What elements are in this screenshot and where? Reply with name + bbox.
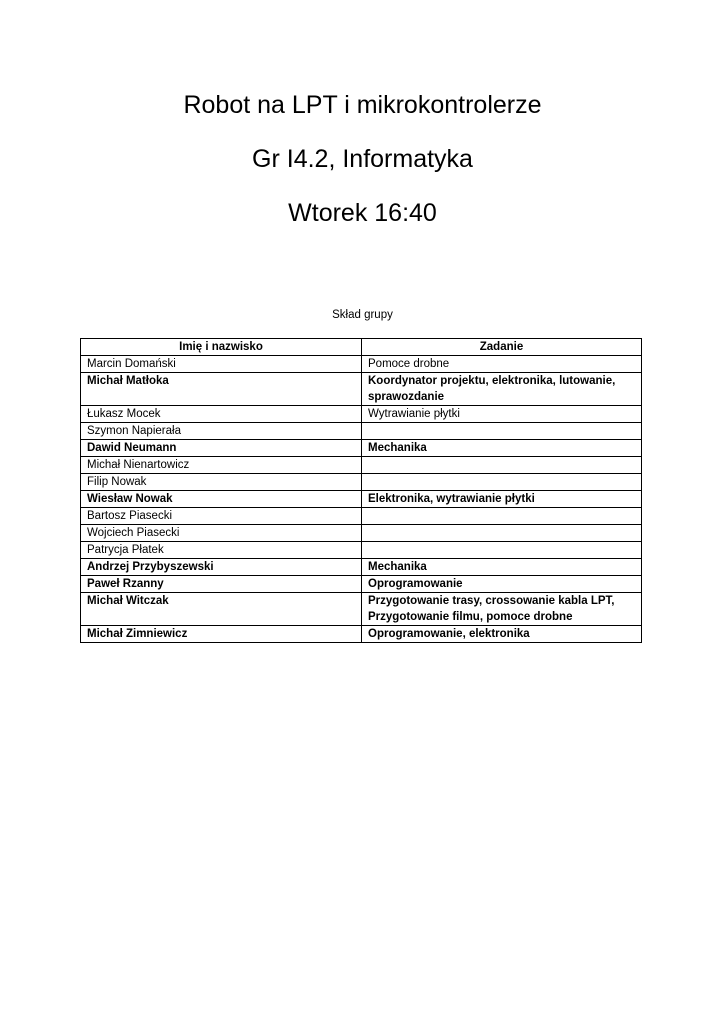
table-row (81, 406, 642, 423)
member-task-cell: Wytrawianie płytki (362, 406, 642, 423)
member-task-cell (362, 525, 642, 542)
table-row (81, 559, 642, 576)
member-task-cell (362, 457, 642, 474)
member-name-cell: Wiesław Nowak (81, 491, 362, 508)
members-table (80, 338, 642, 643)
member-name-cell: Michał Matłoka (81, 373, 362, 406)
member-name-cell: Andrzej Przybyszewski (81, 559, 362, 576)
member-name-cell: Michał Zimniewicz (81, 626, 362, 643)
document-title: Robot na LPT i mikrokontrolerze (183, 91, 542, 119)
day-heading: Wtorek 16:40 (288, 199, 437, 227)
member-task-cell: Przygotowanie trasy, crossowanie kabla LPT, Przygotowanie filmu, pomoce drobne (362, 593, 642, 626)
member-name-cell: Marcin Domański (81, 356, 362, 373)
table-row (81, 440, 642, 457)
group-heading: Gr I4.2, Informatyka (252, 145, 473, 173)
column-header-name: Imię i nazwisko (81, 339, 362, 356)
member-task-cell: Elektronika, wytrawianie płytki (362, 491, 642, 508)
table-row (81, 423, 642, 440)
member-task-cell: Oprogramowanie (362, 576, 642, 593)
table-row (81, 525, 642, 542)
member-task-cell (362, 474, 642, 491)
member-task-cell (362, 542, 642, 559)
member-name-cell: Bartosz Piasecki (81, 508, 362, 525)
table-row (81, 542, 642, 559)
member-task-cell: Oprogramowanie, elektronika (362, 626, 642, 643)
member-name-cell: Dawid Neumann (81, 440, 362, 457)
table-row (81, 356, 642, 373)
column-header-task: Zadanie (362, 339, 642, 356)
member-task-cell (362, 508, 642, 525)
members-table-body (81, 356, 642, 643)
member-name-cell: Łukasz Mocek (81, 406, 362, 423)
member-task-cell (362, 423, 642, 440)
member-name-cell: Michał Nienartowicz (81, 457, 362, 474)
table-row (81, 508, 642, 525)
member-name-cell: Paweł Rzanny (81, 576, 362, 593)
table-row (81, 373, 642, 406)
member-task-cell: Mechanika (362, 440, 642, 457)
table-row (81, 491, 642, 508)
member-task-cell: Mechanika (362, 559, 642, 576)
member-task-cell: Koordynator projektu, elektronika, lutowanie, sprawozdanie (362, 373, 642, 406)
table-row (81, 474, 642, 491)
member-name-cell: Wojciech Piasecki (81, 525, 362, 542)
member-task-cell: Pomoce drobne (362, 356, 642, 373)
table-row (81, 457, 642, 474)
table-row (81, 576, 642, 593)
member-name-cell: Szymon Napierała (81, 423, 362, 440)
table-caption: Skład grupy (332, 309, 393, 321)
member-name-cell: Filip Nowak (81, 474, 362, 491)
member-name-cell: Michał Witczak (81, 593, 362, 626)
table-row (81, 593, 642, 626)
member-name-cell: Patrycja Płatek (81, 542, 362, 559)
table-row (81, 626, 642, 643)
table-header-row (81, 339, 642, 356)
